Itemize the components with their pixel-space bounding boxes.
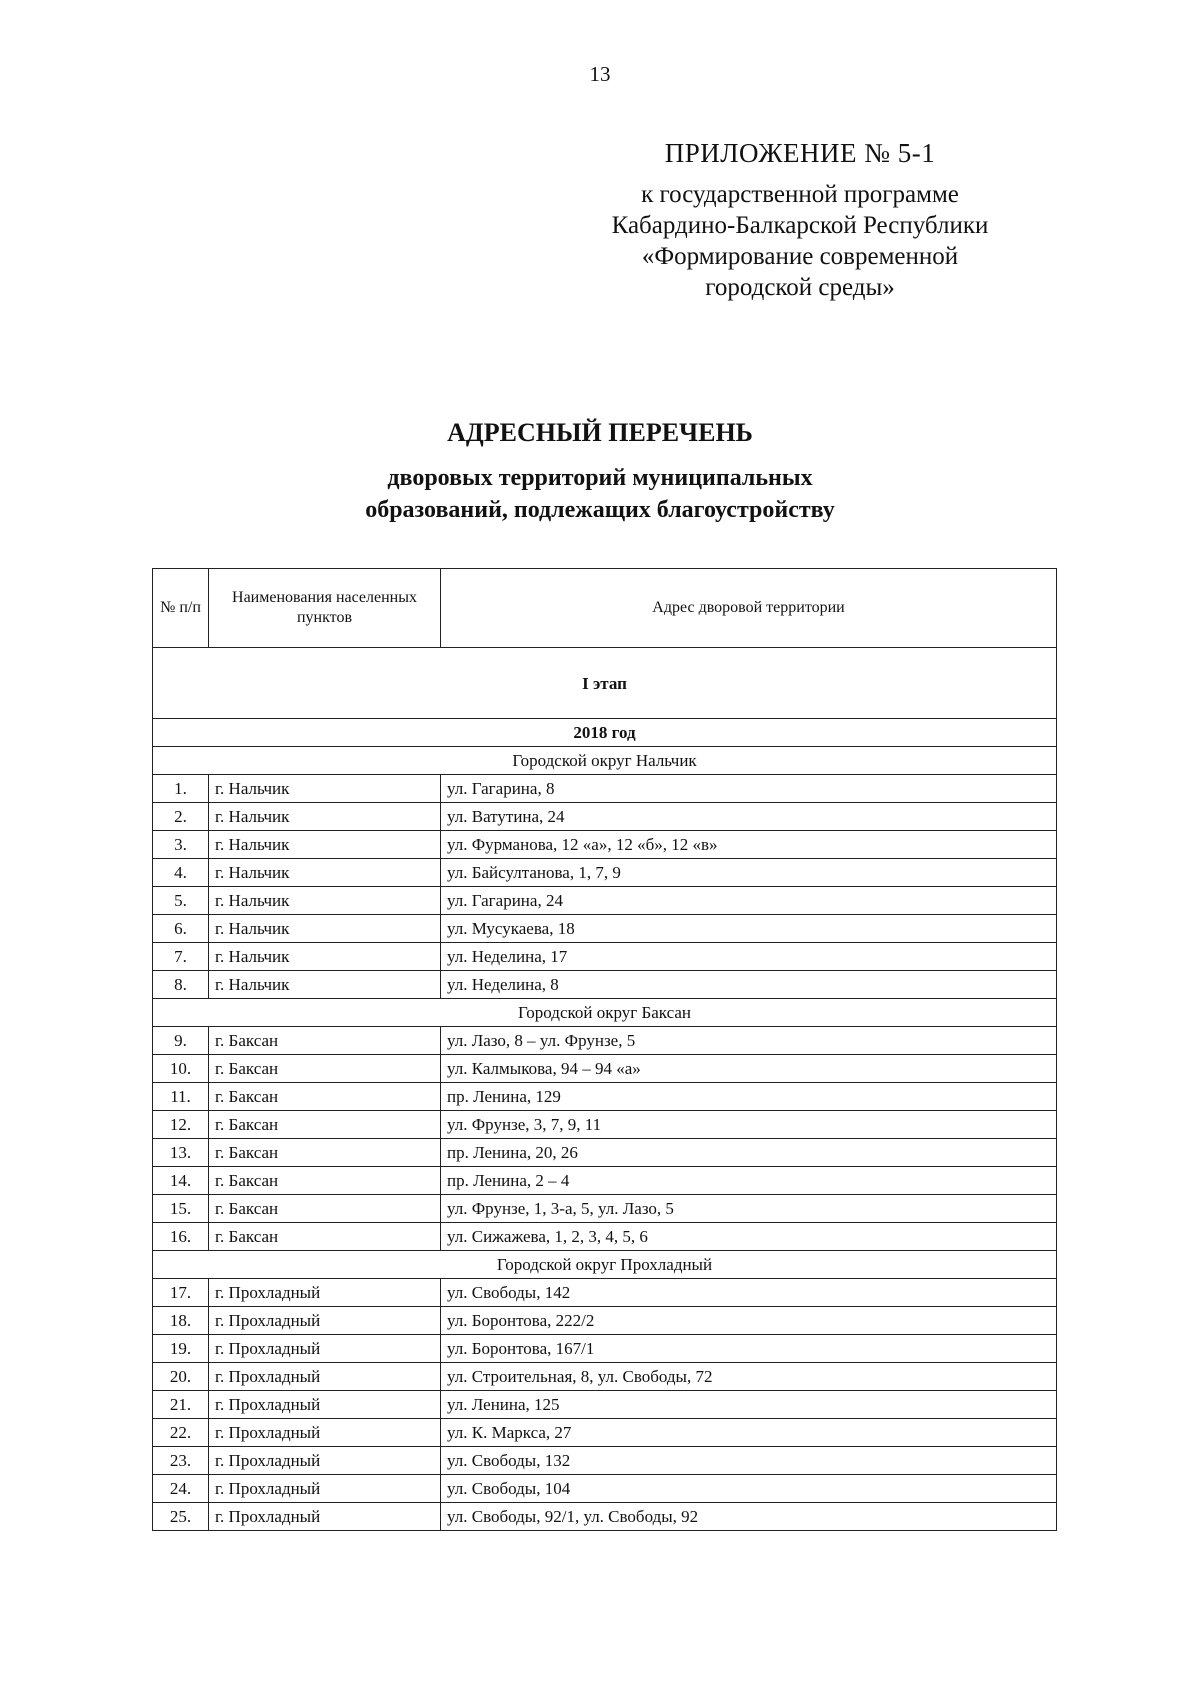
stage-label: I этап — [153, 648, 1057, 719]
table-row — [153, 887, 1057, 915]
table-row — [153, 803, 1057, 831]
row-settlement: г. Баксан — [209, 1083, 441, 1111]
table-row — [153, 971, 1057, 999]
row-number: 21. — [153, 1391, 209, 1419]
row-settlement: г. Прохладный — [209, 1503, 441, 1531]
row-settlement: г. Прохладный — [209, 1279, 441, 1307]
row-number: 1. — [153, 775, 209, 803]
table-row — [153, 1167, 1057, 1195]
district-name: Городской округ Баксан — [153, 999, 1057, 1027]
row-number: 6. — [153, 915, 209, 943]
row-address: ул. Боронтова, 167/1 — [441, 1335, 1057, 1363]
row-address: ул. Ленина, 125 — [441, 1391, 1057, 1419]
year-label: 2018 год — [153, 719, 1057, 747]
table-row — [153, 1447, 1057, 1475]
header-settlement: Наименования населенных пунктов — [209, 569, 441, 648]
row-number: 24. — [153, 1475, 209, 1503]
row-address: ул. Байсултанова, 1, 7, 9 — [441, 859, 1057, 887]
row-number: 19. — [153, 1335, 209, 1363]
row-number: 25. — [153, 1503, 209, 1531]
appendix-line: Кабардино-Балкарской Республики — [611, 212, 989, 239]
row-number: 8. — [153, 971, 209, 999]
row-settlement: г. Прохладный — [209, 1363, 441, 1391]
row-settlement: г. Нальчик — [209, 775, 441, 803]
row-number: 17. — [153, 1279, 209, 1307]
row-settlement: г. Прохладный — [209, 1391, 441, 1419]
row-settlement: г. Нальчик — [209, 971, 441, 999]
row-address: ул. Мусукаева, 18 — [441, 915, 1057, 943]
row-number: 14. — [153, 1167, 209, 1195]
row-address: ул. Фрунзе, 3, 7, 9, 11 — [441, 1111, 1057, 1139]
district-row — [153, 1251, 1057, 1279]
header-number: № п/п — [153, 569, 209, 648]
row-address: пр. Ленина, 129 — [441, 1083, 1057, 1111]
row-settlement: г. Прохладный — [209, 1475, 441, 1503]
row-number: 10. — [153, 1055, 209, 1083]
table-row — [153, 1139, 1057, 1167]
table-row — [153, 1111, 1057, 1139]
address-table — [152, 568, 1057, 1531]
row-address: ул. Калмыкова, 94 – 94 «а» — [441, 1055, 1057, 1083]
year-row — [153, 719, 1057, 747]
row-settlement: г. Нальчик — [209, 887, 441, 915]
row-settlement: г. Прохладный — [209, 1307, 441, 1335]
row-settlement: г. Баксан — [209, 1055, 441, 1083]
appendix-title: ПРИЛОЖЕНИЕ № 5-1 — [664, 138, 936, 168]
table-row — [153, 1475, 1057, 1503]
row-settlement: г. Нальчик — [209, 859, 441, 887]
row-settlement: г. Баксан — [209, 1195, 441, 1223]
stage-row — [153, 648, 1057, 719]
table-row — [153, 831, 1057, 859]
document-subtitle-line: образований, подлежащих благоустройству — [365, 497, 835, 523]
row-address: ул. Фрунзе, 1, 3-а, 5, ул. Лазо, 5 — [441, 1195, 1057, 1223]
row-address: ул. Свободы, 132 — [441, 1447, 1057, 1475]
table-header-row — [153, 569, 1057, 648]
row-number: 22. — [153, 1419, 209, 1447]
row-settlement: г. Баксан — [209, 1111, 441, 1139]
row-settlement: г. Нальчик — [209, 803, 441, 831]
row-address: пр. Ленина, 2 – 4 — [441, 1167, 1057, 1195]
row-number: 13. — [153, 1139, 209, 1167]
document-subtitle-line: дворовых территорий муниципальных — [387, 465, 813, 491]
table-row — [153, 1195, 1057, 1223]
row-settlement: г. Баксан — [209, 1167, 441, 1195]
table-row — [153, 943, 1057, 971]
row-settlement: г. Прохладный — [209, 1419, 441, 1447]
row-address: ул. Свободы, 104 — [441, 1475, 1057, 1503]
table-row — [153, 1279, 1057, 1307]
row-address: ул. К. Маркса, 27 — [441, 1419, 1057, 1447]
row-settlement: г. Нальчик — [209, 943, 441, 971]
row-address: ул. Сижажева, 1, 2, 3, 4, 5, 6 — [441, 1223, 1057, 1251]
table-row — [153, 775, 1057, 803]
page-number: 13 — [589, 62, 611, 86]
row-address: ул. Боронтова, 222/2 — [441, 1307, 1057, 1335]
row-address: ул. Лазо, 8 – ул. Фрунзе, 5 — [441, 1027, 1057, 1055]
table-row — [153, 1223, 1057, 1251]
row-number: 12. — [153, 1111, 209, 1139]
row-address: ул. Неделина, 17 — [441, 943, 1057, 971]
row-address: ул. Свободы, 142 — [441, 1279, 1057, 1307]
row-address: ул. Гагарина, 24 — [441, 887, 1057, 915]
table-row — [153, 1335, 1057, 1363]
appendix-line: к государственной программе — [641, 181, 959, 208]
district-name: Городской округ Прохладный — [153, 1251, 1057, 1279]
row-address: ул. Гагарина, 8 — [441, 775, 1057, 803]
header-address: Адрес дворовой территории — [441, 569, 1057, 648]
row-number: 7. — [153, 943, 209, 971]
table-row — [153, 1307, 1057, 1335]
table-row — [153, 1083, 1057, 1111]
row-address: ул. Строительная, 8, ул. Свободы, 72 — [441, 1363, 1057, 1391]
district-name: Городской округ Нальчик — [153, 747, 1057, 775]
table-row — [153, 1391, 1057, 1419]
row-settlement: г. Прохладный — [209, 1447, 441, 1475]
appendix-line: «Формирование современной — [641, 243, 959, 270]
row-number: 15. — [153, 1195, 209, 1223]
row-number: 18. — [153, 1307, 209, 1335]
row-number: 11. — [153, 1083, 209, 1111]
table-row — [153, 1419, 1057, 1447]
row-settlement: г. Нальчик — [209, 915, 441, 943]
row-settlement: г. Баксан — [209, 1223, 441, 1251]
document-title — [0, 418, 1200, 526]
row-settlement: г. Баксан — [209, 1139, 441, 1167]
row-settlement: г. Нальчик — [209, 831, 441, 859]
document-subtitle — [0, 462, 1200, 526]
appendix-line: городской среды» — [705, 274, 895, 301]
district-row — [153, 999, 1057, 1027]
appendix-header — [560, 138, 1040, 303]
table-row — [153, 859, 1057, 887]
row-number: 20. — [153, 1363, 209, 1391]
row-number: 3. — [153, 831, 209, 859]
district-row — [153, 747, 1057, 775]
row-settlement: г. Баксан — [209, 1027, 441, 1055]
table-row — [153, 1027, 1057, 1055]
table-row — [153, 1055, 1057, 1083]
row-number: 2. — [153, 803, 209, 831]
row-address: ул. Неделина, 8 — [441, 971, 1057, 999]
row-number: 5. — [153, 887, 209, 915]
table-row — [153, 1363, 1057, 1391]
row-address: пр. Ленина, 20, 26 — [441, 1139, 1057, 1167]
row-number: 16. — [153, 1223, 209, 1251]
row-number: 9. — [153, 1027, 209, 1055]
document-title-main: АДРЕСНЫЙ ПЕРЕЧЕНЬ — [447, 418, 753, 447]
row-address: ул. Ватутина, 24 — [441, 803, 1057, 831]
row-settlement: г. Прохладный — [209, 1335, 441, 1363]
table-row — [153, 1503, 1057, 1531]
row-address: ул. Свободы, 92/1, ул. Свободы, 92 — [441, 1503, 1057, 1531]
table-row — [153, 915, 1057, 943]
row-number: 23. — [153, 1447, 209, 1475]
row-number: 4. — [153, 859, 209, 887]
row-address: ул. Фурманова, 12 «а», 12 «б», 12 «в» — [441, 831, 1057, 859]
